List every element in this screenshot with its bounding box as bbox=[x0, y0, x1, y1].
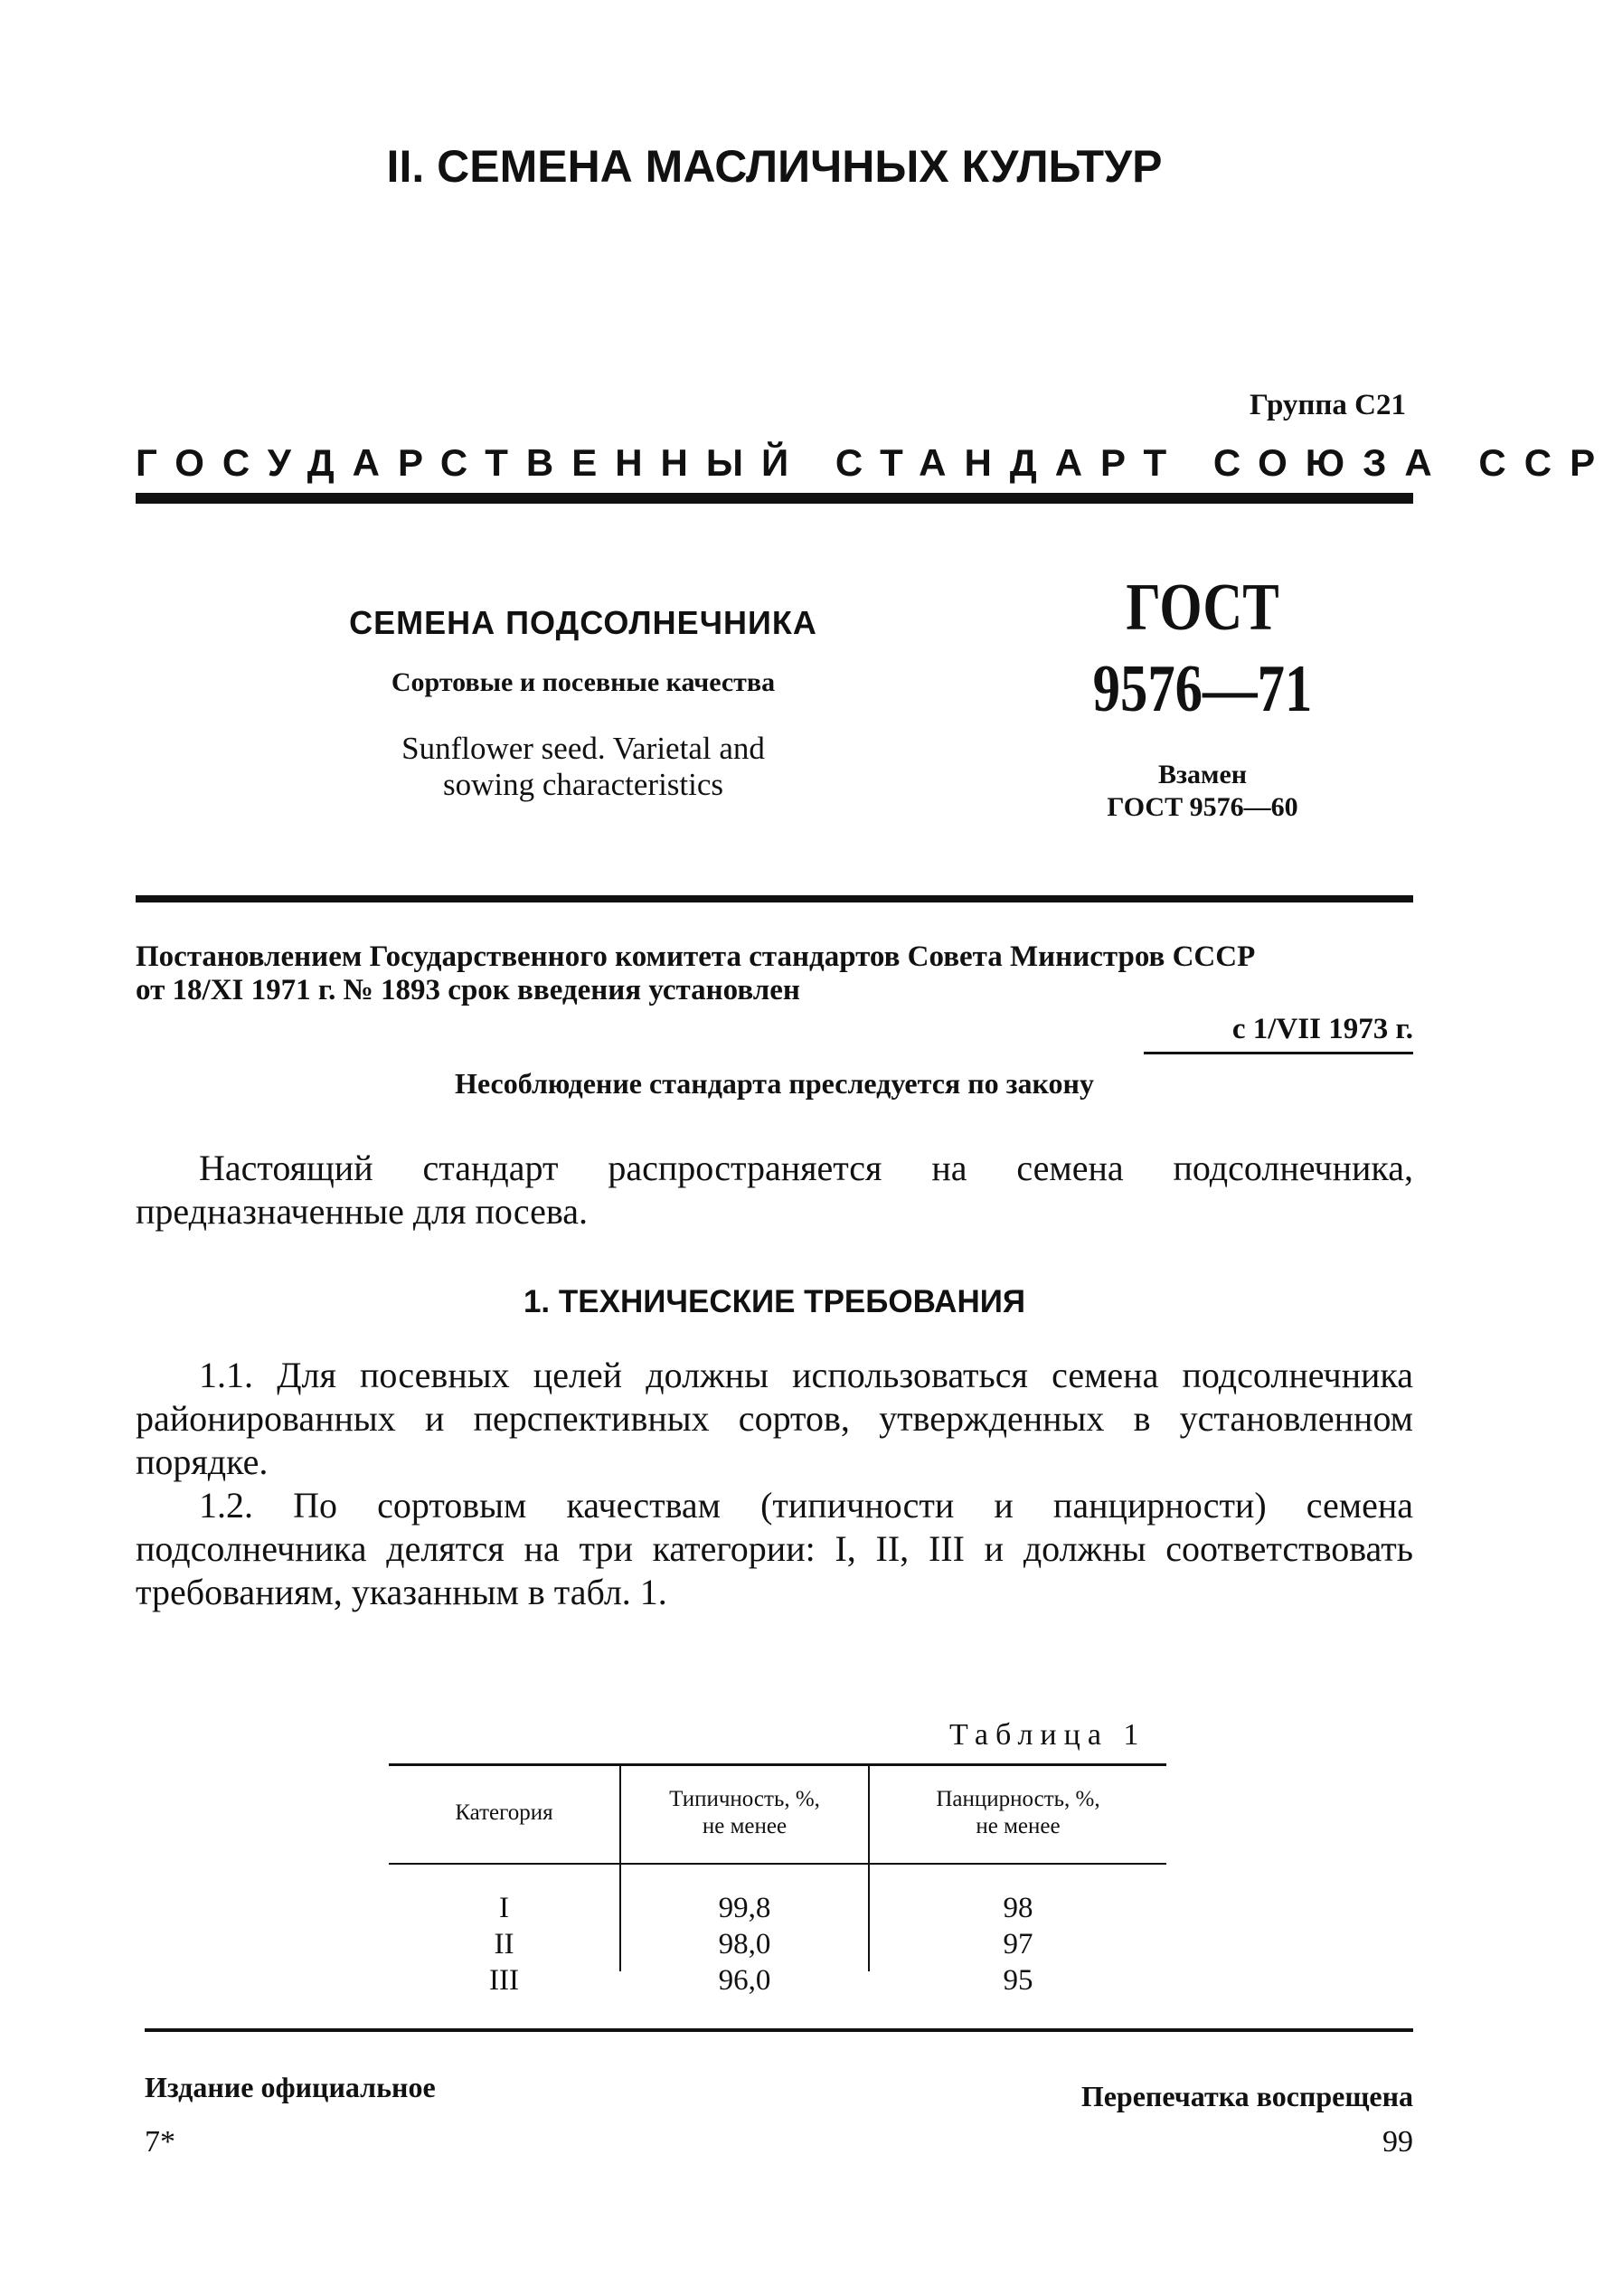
table-cell: III bbox=[489, 1964, 519, 1997]
gost-number: 9576—71 bbox=[1092, 652, 1313, 726]
doc-title: СЕМЕНА ПОДСОЛНЕЧНИКА bbox=[349, 604, 817, 641]
intro-paragraph: Настоящий стандарт распространяется на семена подсолнечника, предназначенные для посева. bbox=[136, 1148, 1413, 1232]
table-cell: 99,8 bbox=[718, 1892, 771, 1924]
table-header-rule bbox=[389, 1863, 1166, 1865]
table-cell: 95 bbox=[1003, 1964, 1033, 1997]
footer-rule bbox=[145, 2028, 1413, 2032]
effective-date: с 1/VII 1973 г. bbox=[1231, 1013, 1413, 1045]
header-typicality bbox=[621, 1786, 868, 1840]
effective-date-underline bbox=[1144, 1052, 1413, 1054]
table-cell: 98 bbox=[1003, 1892, 1033, 1924]
group-label: Группа С21 bbox=[1250, 389, 1406, 421]
table-cell: I bbox=[499, 1892, 509, 1924]
decree-line2: от 18/XI 1971 г. № 1893 срок введения установлен bbox=[136, 974, 800, 1006]
table1 bbox=[389, 1763, 1166, 1998]
header-rule bbox=[136, 895, 1413, 902]
table-cell: 97 bbox=[1003, 1928, 1033, 1961]
section-heading: II. СЕМЕНА МАСЛИЧНЫХ КУЛЬТУР bbox=[386, 141, 1163, 192]
tech-requirements-heading: 1. ТЕХНИЧЕСКИЕ ТРЕБОВАНИЯ bbox=[523, 1284, 1026, 1319]
header-armor-line2: не менее bbox=[976, 1814, 1061, 1838]
replaces-gost: ГОСТ 9576—60 bbox=[1107, 792, 1298, 822]
header-armor-line1: Панцирность, %, bbox=[936, 1787, 1100, 1811]
column-typicality bbox=[621, 1890, 868, 1998]
doc-title-english-line1: Sunflower seed. Varietal and bbox=[401, 731, 765, 766]
doc-title-english-line2: sowing characteristics bbox=[442, 767, 724, 802]
table1-caption: Таблица 1 bbox=[949, 1718, 1146, 1752]
edition-label: Издание официальное bbox=[145, 2071, 436, 2103]
doc-title-english bbox=[262, 731, 904, 803]
paragraph-1-1: 1.1. Для посевных целей должны использоваться семена подсолнечника районированных и перспективных сортов, утвержденных в установленном порядке. bbox=[136, 1355, 1413, 1482]
header-typicality-line1: Типичность, %, bbox=[669, 1787, 820, 1811]
gost-label: ГОСТ bbox=[1126, 571, 1279, 645]
reprint-label: Перепечатка воспрещена bbox=[1080, 2080, 1413, 2112]
table-cell: 98,0 bbox=[718, 1928, 771, 1961]
table-cell: II bbox=[494, 1928, 514, 1961]
decree-line1: Постановлением Государственного комитета стандартов Совета Министров СССР bbox=[136, 940, 1256, 973]
signature-mark: 7* bbox=[145, 2125, 175, 2159]
header-armor bbox=[870, 1786, 1166, 1840]
header-category: Категория bbox=[455, 1800, 553, 1825]
table-top-rule bbox=[389, 1763, 1166, 1766]
state-standard-banner: ГОСУДАРСТВЕННЫЙ СТАНДАРТ СОЮЗА ССР bbox=[136, 441, 1613, 484]
doc-subtitle: Сортовые и посевные качества bbox=[391, 667, 776, 697]
header-typicality-line2: не менее bbox=[702, 1814, 788, 1838]
replaces-label: Взамен bbox=[1157, 760, 1248, 789]
legal-notice: Несоблюдение стандарта преследуется по закону bbox=[455, 1067, 1094, 1100]
paragraph-1-2: 1.2. По сортовым качествам (типичности и панцирности) семена подсолнечника делятся на три категории: I, II, III и должны соответствовать требованиям, указанным в табл. 1. bbox=[136, 1485, 1413, 1612]
column-category bbox=[389, 1890, 619, 1998]
banner-rule bbox=[136, 493, 1413, 504]
table-cell: 96,0 bbox=[718, 1964, 771, 1997]
column-armor bbox=[870, 1890, 1166, 1998]
page-number: 99 bbox=[1382, 2125, 1413, 2159]
